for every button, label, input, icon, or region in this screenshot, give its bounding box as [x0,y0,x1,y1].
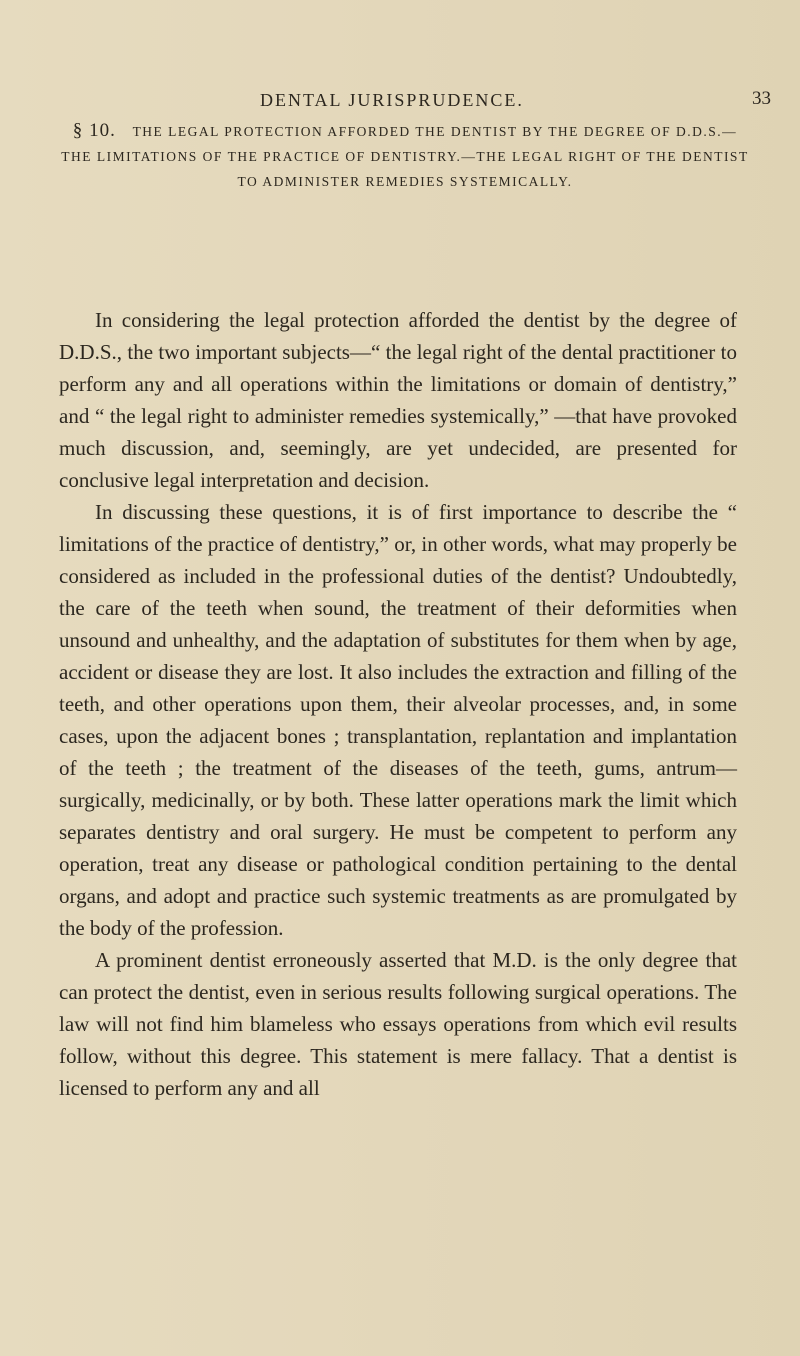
section-symbol: § [72,120,83,141]
paragraph: In discussing these questions, it is of first importance to describe the “ limitations of the practice of dentistry,” or, in other words, what may properly be considered as included in the professional duties of the dentist? Undoubtedly, the care of the teeth when sound, the treatment of their deformities when unsound and unhealthy, and the adaptation of substitutes for them when by age, accident or disease they are lost. It also includes the extraction and filling of the teeth, and other operations upon them, their alveolar processes, and, in some cases, upon the adjacent bones ; transplantation, replantation and implantation of the teeth ; the treatment of the diseases of the teeth, gums, antrum—surgically, medicinally, or by both. These latter operations mark the limit which separates dentistry and oral surgery. He must be competent to perform any operation, treat any disease or pathological condition pertaining to the dental organs, and adopt and practice such systemic treatments as are promulgated by the body of the profession. [59,500,737,940]
paragraph: A prominent dentist erroneously asserted that M.D. is the only degree that can protect the dentist, even in serious results following surgical operations. The law will not find him blameless who essays operations from which evil results follow, without this degree. This statement is mere fallacy. That a dentist is licensed to perform any and all [59,948,737,1100]
page-number: 33 [752,88,771,109]
body-text [59,304,737,1104]
section-title: THE LEGAL PROTECTION AFFORDED THE DENTIST BY THE DEGREE OF D.D.S.—THE LIMITATIONS OF THE PRACTICE OF DENTISTRY.—THE LEGAL RIGHT OF THE DENTIST TO ADMINISTER REMEDIES SYSTEMICALLY. [61,124,749,189]
paragraph: In considering the legal protection afforded the dentist by the degree of D.D.S., the two important subjects—“ the legal right of the dental practitioner to perform any and all operations within the limitations or domain of dentistry,” and “ the legal right to administer remedies systemically,” —that have provoked much discussion, and, seemingly, are yet undecided, are presented for conclusive legal interpretation and decision. [59,308,737,492]
running-head: DENTAL JURISPRUDENCE. [260,90,524,110]
section-number: 10. [89,120,116,141]
section-heading [60,118,750,194]
